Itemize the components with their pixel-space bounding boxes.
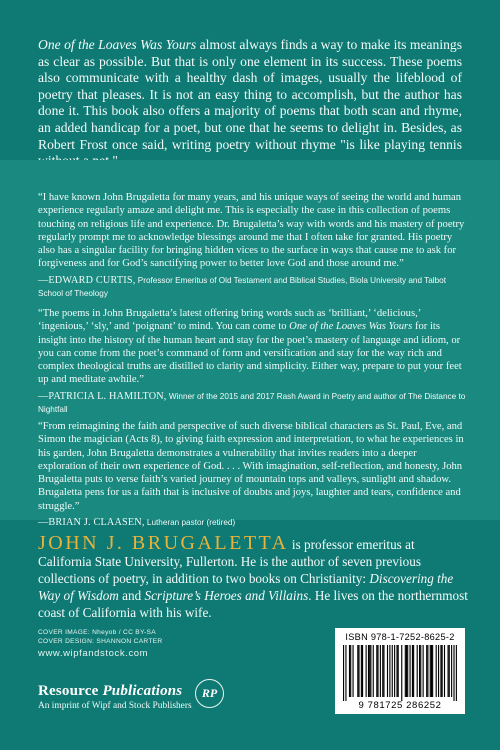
barcode-bar [368, 645, 369, 697]
barcode-bar [451, 645, 452, 697]
barcode-bar [406, 645, 407, 697]
publisher-logo [195, 679, 224, 708]
barcode-bar [426, 645, 427, 697]
barcode-bar [357, 645, 358, 697]
endorsement-2-text [38, 307, 466, 387]
barcode-bar [380, 645, 381, 697]
barcode-bar [382, 645, 383, 697]
intro-paragraph [38, 37, 462, 170]
endorsement-3-text: “From reimagining the faith and perspective of such diverse biblical characters as St. Paul, Eve, and Simon the magician (Acts 8), to giving faith expression and interpretation, to what he experiences in his garden, John Brugaletta demonstrates a vulnerability that invites readers into a deeper exploration of their own experience of God. . . . With imagination, self-reflection, and honesty, John Brugaletta puts to verse faith’s varied journey of mountain tops and valleys, sunlight and shadow. Brugaletta pens for us a faith that is inclusive of doubts and joys, laughter and tears, confidence and struggle.” [38, 421, 464, 512]
barcode-digits: 9 781725 286252 [358, 700, 442, 711]
barcode-bar [412, 645, 413, 697]
endorsement-2-name: —PATRICIA L. HAMILTON, [38, 390, 167, 402]
publisher-block [38, 683, 192, 711]
endorsement-3-credential: Lutheran pastor (retired) [144, 518, 236, 528]
barcode-bar [442, 645, 443, 697]
barcode-bar [376, 645, 377, 697]
author-bio [38, 532, 468, 621]
endorsement-2 [38, 307, 466, 416]
barcode-bar [370, 645, 371, 697]
barcode-bar [432, 645, 433, 697]
endorsement-1 [38, 191, 466, 300]
barcode-bar [369, 645, 370, 697]
barcode-bar [350, 645, 351, 697]
barcode-bars [343, 645, 457, 701]
endorsement-1-name: —EDWARD CURTIS, [38, 274, 136, 286]
endorsement-1-credential: Professor Emeritus of Old Testament and Biblical Studies, Biola University and Talbot School of Theology [38, 275, 446, 299]
endorsement-3 [38, 420, 466, 529]
publisher-name [38, 683, 192, 700]
endorsement-2-book-title: One of the Loaves Was Yours [289, 321, 413, 333]
barcode-bar [456, 645, 457, 701]
endorsement-2-text-before: “The poems in John Brugaletta’s latest offering bring words such as ‘brilliant,’ ‘delicious,’ ‘ingenious,’ ‘sly,’ and ‘poignant’ to mind. You can come to [38, 308, 421, 333]
bio-text-2: and [118, 588, 145, 603]
barcode-bar [358, 645, 359, 697]
barcode-bar [349, 645, 350, 697]
barcode-bar [396, 645, 397, 697]
barcode-bar [387, 645, 388, 697]
intro-text: almost always finds a way to make its meanings as clear as possible. But that is only one element in its success. These poems also communicate with a healthy dash of images, usually the lifeblood of poetry that pleases. It is not an easy thing to accomplish, but the author has done it. This book also offers a majority of poems that both scan and rhyme, an added handicap for a poet, but one that he seems to delight in. Besides, as Robert Frost once said, writing poetry without rhyme "is like playing tennis [38, 37, 462, 152]
barcode-bar [431, 645, 432, 697]
barcode-bar [405, 645, 406, 697]
publisher-name-1: Resource [38, 683, 99, 699]
publisher-logo-text: RP [201, 686, 218, 700]
endorsement-2-credential: Winner of the 2015 and 2017 Rash Award in Poetry and author of The Distance to Nightfall [38, 391, 466, 415]
barcode-bar [417, 645, 418, 697]
bio-book-2: Scripture’s Heroes and Villains [144, 588, 309, 603]
barcode-bar [419, 645, 420, 697]
cover-design-credit: COVER DESIGN: SHANNON CARTER [38, 638, 163, 645]
endorsement-3-attribution [38, 516, 466, 529]
barcode-bar [353, 645, 354, 697]
barcode-bar [436, 645, 437, 697]
barcode-bar [413, 645, 414, 697]
publisher-imprint: An imprint of Wipf and Stock Publishers [38, 701, 192, 711]
barcode-bar [448, 645, 449, 697]
barcode-bar [394, 645, 395, 697]
publisher-name-2: Publications [102, 683, 183, 699]
barcode-bar [449, 645, 450, 697]
endorsement-3-name: —BRIAN J. CLAASEN, [38, 517, 145, 529]
barcode-bar [440, 645, 441, 697]
publisher-website[interactable]: www.wipfandstock.com [38, 648, 149, 659]
barcode-bar [453, 645, 454, 701]
barcode-bar [444, 645, 445, 697]
isbn-barcode [335, 628, 465, 714]
barcode-bar [420, 645, 421, 697]
barcode-bar [407, 645, 408, 697]
barcode-bar [430, 645, 431, 697]
barcode-bar [373, 645, 374, 697]
barcode-bar [366, 645, 367, 697]
barcode-bar [410, 645, 411, 697]
barcode-bar [383, 645, 384, 697]
endorsement-2-attribution [38, 390, 466, 417]
barcode-bar [389, 645, 390, 697]
bio-text-1: is professor emeritus at California State University, Fullerton. He is the author of seven previous collections of poetry, in addition to two books on Christianity: [38, 537, 421, 586]
barcode-bar [392, 645, 393, 697]
barcode-bar [438, 645, 439, 697]
barcode-bar [345, 645, 346, 701]
bio-text-3: . He lives on the northernmost coast of California with his wife. [38, 588, 468, 620]
barcode-bar [398, 645, 399, 697]
endorsement-2-text-after: for its insight into the history of the human heart and stay for the poet’s mastery of language and idiom, or you can come from the poet’s command of form and versification and stay for the way rich and complex theological truths are distilled to clarity and simplicity. Either way, prepare to put your feet up and meditate awhile.” [38, 321, 462, 386]
cover-credits [38, 628, 162, 658]
barcode-bar [361, 645, 362, 697]
barcode-bar [362, 645, 363, 697]
barcode-bar [401, 645, 402, 701]
barcode-bar [423, 645, 424, 697]
barcode-bar [343, 645, 344, 701]
endorsement-1-text: “I have known John Brugaletta for many years, and his unique ways of seeing the world and human experience regularly amaze and delight me. This is especially the case in this collection of poems touching on religious life and experience. Dr. Brugaletta’s way with words and his mastery of poetry regularly prompt me to acknowledge blessings around me that I often take for granted. His poetry also has a singular facility for bringing hidden vices to the surface in ways that cause me to ask for forgiveness and for God’s sanctifying power to better love God and those around me.” [38, 192, 465, 270]
bio-book-1: Discovering the Way of Wisdom [38, 571, 454, 603]
isbn-label: ISBN 978-1-7252-8625-2 [345, 632, 455, 642]
barcode-bar [427, 645, 428, 697]
cover-image-credit: COVER IMAGE: Nheyob / CC BY-SA [38, 629, 156, 636]
author-name: JOHN J. BRUGALETTA [38, 532, 289, 554]
barcode-bar [377, 645, 378, 697]
intro-book-title: One of the Loaves Was Yours [38, 37, 197, 52]
endorsement-1-attribution [38, 274, 466, 301]
